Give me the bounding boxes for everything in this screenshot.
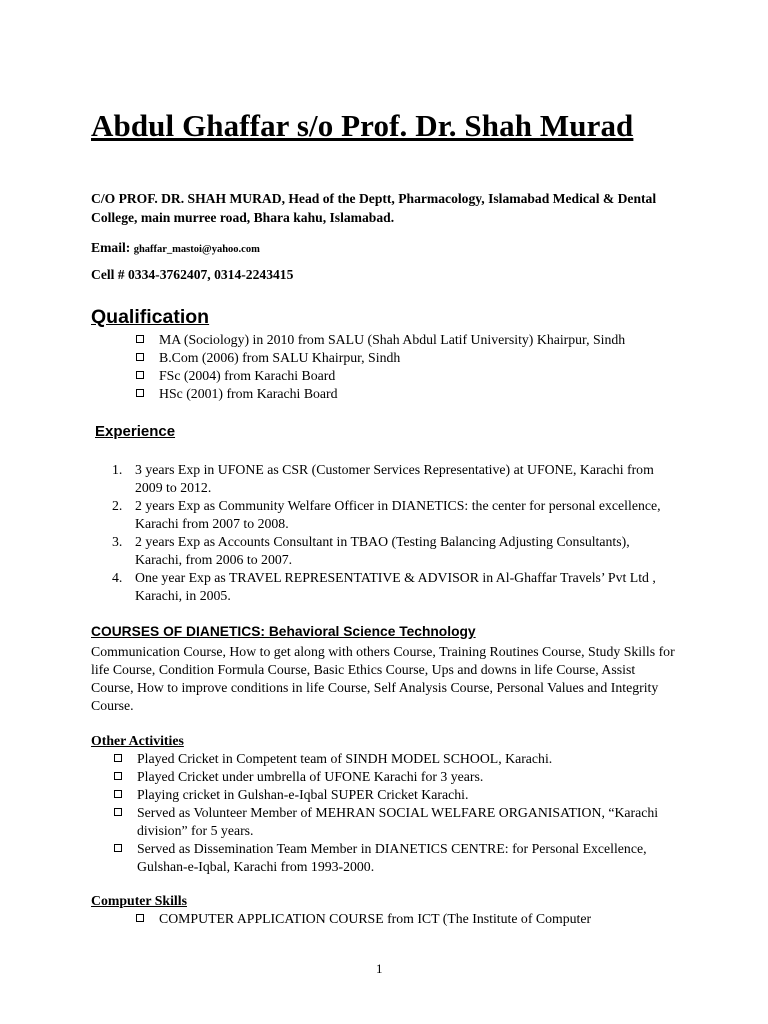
experience-heading: Experience: [95, 423, 176, 440]
list-item: [112, 497, 680, 533]
list-item: [114, 786, 674, 804]
item-number: 1.: [112, 462, 123, 477]
qualification-heading: Qualification: [91, 306, 210, 328]
checkbox-bullet-icon: [114, 772, 122, 780]
page-number: 1: [376, 961, 383, 976]
qualification-item: HSc (2001) from Karachi Board: [159, 386, 338, 401]
list-item: [112, 533, 680, 569]
list-item: [136, 349, 696, 367]
email-label: Email:: [91, 240, 131, 255]
checkbox-bullet-icon: [136, 335, 144, 343]
qualification-item: B.Com (2006) from SALU Khairpur, Sindh: [159, 350, 401, 365]
qualification-list: [136, 331, 696, 403]
cv-title-name: Abdul Ghaffar s/o Prof. Dr. Shah Murad: [91, 108, 634, 143]
qualification-item: FSc (2004) from Karachi Board: [159, 368, 336, 383]
computer-skill-item: COMPUTER APPLICATION COURSE from ICT (The Institute of Computer: [159, 911, 592, 926]
email-address: ghaffar_mastoi@yahoo.com: [133, 244, 260, 255]
courses-paragraph: Communication Course, How to get along with others Course, Training Routines Course, Study Skills for life Course, Condition Formula Course, Basic Ethics Course, Ups and downs in life Course, Assist Course, How to improve conditions in life Course, Self Analysis Course, Personal Values and Integrity Course.: [91, 644, 675, 713]
other-activities-list: [114, 750, 674, 876]
activity-item: Served as Dissemination Team Member in DIANETICS CENTRE: for Personal Excellence, Gulshan-e-Iqbal, Karachi from 1993-2000.: [137, 841, 647, 874]
activity-item: Playing cricket in Gulshan-e-Iqbal SUPER Cricket Karachi.: [137, 787, 469, 802]
experience-item: 3 years Exp in UFONE as CSR (Customer Services Representative) at UFONE, Karachi from 2009 to 2012.: [135, 462, 654, 495]
experience-item: One year Exp as TRAVEL REPRESENTATIVE & ADVISOR in Al-Ghaffar Travels’ Pvt Ltd , Karachi, in 2005.: [135, 570, 656, 603]
item-number: 2.: [112, 498, 123, 513]
list-item: [114, 840, 674, 876]
checkbox-bullet-icon: [114, 754, 122, 762]
experience-list: [112, 461, 680, 605]
experience-item: 2 years Exp as Accounts Consultant in TBAO (Testing Balancing Adjusting Consultants), Karachi, from 2006 to 2007.: [135, 534, 630, 567]
list-item: [114, 768, 674, 786]
list-item: [136, 367, 696, 385]
contact-cell: Cell # 0334-3762407, 0314-2243415: [91, 267, 294, 282]
checkbox-bullet-icon: [136, 353, 144, 361]
qualification-item: MA (Sociology) in 2010 from SALU (Shah Abdul Latif University) Khairpur, Sindh: [159, 332, 626, 347]
checkbox-bullet-icon: [114, 790, 122, 798]
checkbox-bullet-icon: [136, 914, 144, 922]
courses-heading: COURSES OF DIANETICS: Behavioral Science Technology: [91, 624, 476, 639]
item-number: 4.: [112, 570, 123, 585]
activity-item: Played Cricket in Competent team of SINDH MODEL SCHOOL, Karachi.: [137, 751, 553, 766]
contact-email-line: [91, 240, 260, 256]
list-item: [112, 569, 680, 605]
activity-item: Served as Volunteer Member of MEHRAN SOCIAL WELFARE ORGANISATION, “Karachi division” for 5 years.: [137, 805, 659, 838]
activity-item: Played Cricket under umbrella of UFONE Karachi for 3 years.: [137, 769, 484, 784]
checkbox-bullet-icon: [114, 808, 122, 816]
checkbox-bullet-icon: [136, 389, 144, 397]
checkbox-bullet-icon: [136, 371, 144, 379]
list-item: [136, 910, 676, 928]
list-item: [112, 461, 680, 497]
list-item: [114, 750, 674, 768]
list-item: [114, 804, 674, 840]
list-item: [136, 331, 696, 349]
checkbox-bullet-icon: [114, 844, 122, 852]
experience-item: 2 years Exp as Community Welfare Officer in DIANETICS: the center for personal excellence, Karachi from 2007 to 2008.: [135, 498, 661, 531]
computer-skills-list: [136, 910, 676, 928]
item-number: 3.: [112, 534, 123, 549]
list-item: [136, 385, 696, 403]
computer-skills-heading: Computer Skills: [91, 893, 187, 908]
contact-address: C/O PROF. DR. SHAH MURAD, Head of the Deptt, Pharmacology, Islamabad Medical & Dental College, main murree road, Bhara kahu, Islamabad.: [91, 191, 657, 225]
other-activities-heading: Other Activities: [91, 733, 184, 748]
